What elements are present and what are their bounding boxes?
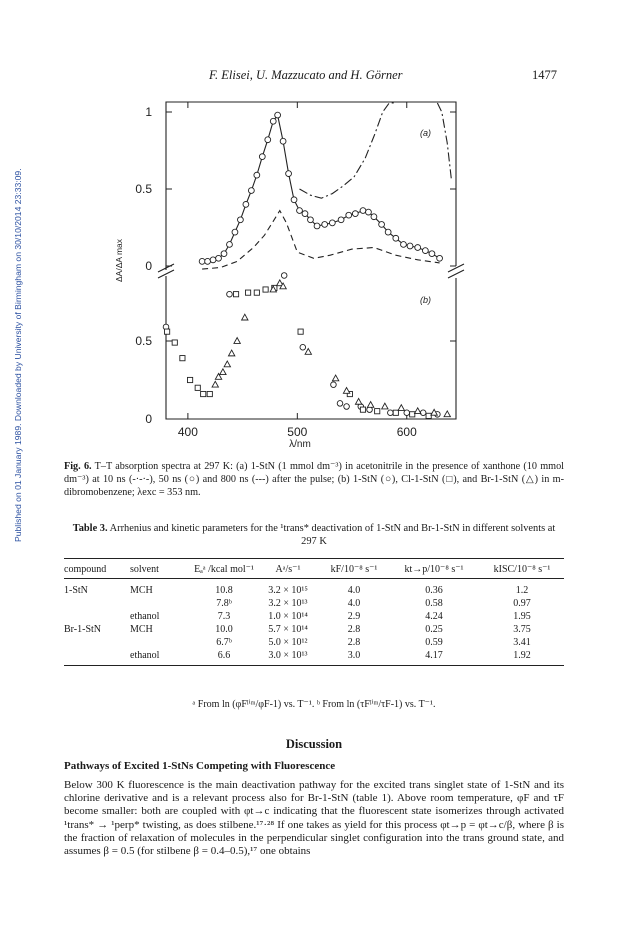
data-point-a: [291, 197, 297, 203]
table-cell: 2.8: [347, 637, 361, 648]
data-point-square: [172, 340, 177, 345]
data-point-a: [280, 138, 286, 144]
series-line-a-0: [202, 115, 440, 261]
table-header-cell: kF/10⁻⁸ s⁻¹: [320, 559, 388, 579]
table-cell: [130, 597, 192, 610]
data-point-a: [227, 242, 233, 248]
section-heading: Discussion: [285, 737, 343, 751]
table-footnote: ᵃ From ln (φFˡⁱᵐ/φF-1) vs. T⁻¹. ᵇ From ln (τFˡⁱᵐ/τF-1) vs. T⁻¹.: [192, 699, 436, 710]
data-point-a: [329, 220, 335, 226]
data-point-circle: [344, 404, 350, 410]
table-cell: 6.7ᵇ: [216, 637, 232, 648]
table-cell: 6.6: [192, 649, 256, 666]
data-point-square: [187, 377, 192, 382]
table-cell: 3.2 × 10¹⁵: [268, 585, 308, 596]
data-point-a: [265, 137, 271, 143]
table-row: [64, 610, 564, 623]
table-cell: 10.8: [215, 585, 233, 596]
data-point-square: [410, 412, 415, 417]
data-point-triangle: [228, 350, 234, 356]
x-axis-label: λ/nm: [289, 439, 311, 450]
table-cell: 1.95: [513, 611, 531, 622]
data-point-a: [346, 212, 352, 218]
data-point-a: [366, 209, 372, 215]
panel-b-label: (b): [420, 295, 431, 305]
data-point-a: [352, 211, 358, 217]
table-header-cell: kt→p/10⁻⁸ s⁻¹: [388, 559, 480, 579]
data-point-square: [164, 329, 169, 334]
table-cell: 5.0 × 10¹²: [268, 637, 308, 648]
y-tick-label-b: 0: [145, 412, 152, 426]
data-point-a: [429, 251, 435, 257]
data-point-circle: [300, 344, 306, 350]
x-tick-label: 400: [177, 425, 198, 439]
panel-a-label: (a): [420, 128, 431, 138]
data-point-a: [254, 172, 260, 178]
table-cell: ethanol: [130, 611, 160, 622]
data-point-square: [195, 385, 200, 390]
table-cell: 0.36: [425, 585, 443, 596]
table-title-text: Arrhenius and kinetic parameters for the ¹trans* deactivation of 1-StN and Br-1-StN in different solvents at 297 K: [107, 523, 556, 547]
table-cell: [64, 610, 130, 623]
table-header-row: [64, 559, 564, 579]
table-cell: [64, 597, 130, 610]
series-line-a-2: [300, 103, 395, 198]
table-cell: ethanol: [130, 649, 192, 666]
subsection-heading: Pathways of Excited 1-StNs Competing with Fluorescence: [64, 760, 336, 772]
data-point-a: [437, 255, 443, 261]
table-row: [64, 623, 564, 636]
table-cell: Br-1-StN: [64, 624, 102, 635]
data-point-triangle: [444, 411, 450, 417]
data-point-a: [308, 217, 314, 223]
table-cell: MCH: [130, 585, 153, 596]
table-cell: 3.75: [513, 624, 531, 635]
y-axis-label: ΔA/ΔA max: [114, 238, 124, 282]
figure-caption: [64, 460, 564, 499]
table-cell: 1.2: [515, 585, 529, 596]
data-point-a: [371, 214, 377, 220]
data-point-a: [393, 235, 399, 241]
data-point-square: [375, 409, 380, 414]
data-point-a: [314, 223, 320, 229]
table-cell: [64, 649, 130, 666]
data-point-a: [338, 217, 344, 223]
data-point-a: [210, 257, 216, 263]
data-point-a: [275, 112, 281, 118]
table-cell: 1.92: [480, 649, 564, 666]
data-point-a: [259, 154, 265, 160]
table-cell: 5.7 × 10¹⁴: [268, 624, 308, 635]
data-point-square: [201, 391, 206, 396]
table-cell: [64, 636, 130, 649]
data-point-square: [263, 287, 268, 292]
arrhenius-table: [64, 558, 564, 666]
data-point-circle: [388, 410, 394, 416]
table-label: Table 3.: [72, 523, 108, 534]
table-cell: 7.8ᵇ: [216, 598, 232, 609]
data-point-a: [360, 208, 366, 214]
table-cell: MCH: [130, 624, 153, 635]
table-cell: 0.25: [425, 624, 443, 635]
data-point-triangle: [234, 338, 240, 344]
data-point-triangle: [332, 375, 338, 381]
download-watermark: Published on 01 January 1989. Downloaded by University of Birmingham on 30/10/2014 23:33:09.: [13, 168, 23, 542]
data-point-a: [221, 251, 227, 257]
caption-text: T–T absorption spectra at 297 K: (a) 1-StN (1 mmol dm⁻³) in acetonitrile in the presence of xanthone (10 mmol dm⁻³) at 10 ns (-·-·-), 50 ns (○) and 800 ns (---) after the pulse; (b) 1-StN (○), Cl-1-StN (□), and Br-1-StN (△) in m-dibromobenzene; λexc = 353 nm.: [64, 461, 564, 498]
table-header-cell: compound: [64, 559, 130, 579]
table-cell: 2.9: [347, 611, 361, 622]
data-point-a: [232, 229, 238, 235]
table-cell: 0.58: [425, 598, 443, 609]
data-point-circle: [281, 273, 287, 279]
table-row: [64, 579, 564, 598]
table-cell: 3.2 × 10¹³: [268, 598, 308, 609]
data-point-triangle: [414, 408, 420, 414]
data-point-a: [401, 242, 407, 248]
data-point-a: [238, 217, 244, 223]
data-point-circle: [420, 410, 426, 416]
data-point-circle: [227, 291, 233, 297]
table-cell: 1.0 × 10¹⁴: [268, 611, 308, 622]
data-point-a: [422, 248, 428, 254]
data-point-square: [245, 290, 250, 295]
table-cell: 0.59: [425, 637, 443, 648]
data-point-square: [233, 292, 238, 297]
table-cell: 3.41: [513, 637, 531, 648]
table-cell: 4.17: [388, 649, 480, 666]
table-header-cell: solvent: [130, 559, 192, 579]
table-cell: 2.8: [347, 624, 361, 635]
data-point-a: [385, 229, 391, 235]
table-title: [64, 522, 564, 548]
table-cell: [130, 636, 192, 649]
table-cell: 0.97: [513, 598, 531, 609]
data-point-a: [205, 258, 211, 264]
table-cell: 3.0 × 10¹³: [256, 649, 320, 666]
table-cell: 4.0: [347, 585, 361, 596]
data-point-square: [360, 407, 365, 412]
data-point-a: [270, 118, 276, 124]
x-tick-label: 500: [287, 425, 308, 439]
y-tick-label-a: 1: [145, 105, 152, 119]
data-point-a: [302, 211, 308, 217]
body-paragraph: Below 300 K fluorescence is the main deactivation pathway for the excited trans singlet state of 1-StN and its chlorine derivative and is a relevant process also for Br-1-StN (table 1). Above room temperature, φF and τF become smaller: both are coupled with φt→c indicating that the fluorescent state isomerizes through activated ¹trans* → ¹perp* twisting, as does stilbene.¹⁷·²⁸ If one takes as yield for this process φt→p = φt→c/β, where β is the fraction of relaxation of molecules in the perpendicular singlet configuration into the trans ground state, and assumes β = 0.5 (for stilbene β = 0.4–0.5),¹⁷ one obtains: [64, 779, 564, 858]
data-point-square: [180, 356, 185, 361]
data-point-triangle: [343, 388, 349, 394]
data-point-triangle: [224, 361, 230, 367]
table-cell: 3.0: [320, 649, 388, 666]
table-row: [64, 636, 564, 649]
data-point-triangle: [367, 402, 373, 408]
data-point-circle: [337, 401, 343, 407]
data-point-triangle: [355, 398, 361, 404]
data-point-square: [207, 391, 212, 396]
data-point-square: [426, 413, 431, 418]
y-tick-label-a: 0: [145, 259, 152, 273]
data-point-a: [415, 245, 421, 251]
data-point-a: [286, 171, 292, 177]
data-point-a: [379, 222, 385, 228]
table-cell: 4.24: [425, 611, 443, 622]
figure-6: [0, 0, 624, 460]
table-header-cell: kISC/10⁻⁸ s⁻¹: [480, 559, 564, 579]
table-row: [64, 597, 564, 610]
y-tick-label-b: 0.5: [135, 334, 152, 348]
table-header-cell: Eₐᵃ /kcal mol⁻¹: [192, 559, 256, 579]
data-point-triangle: [305, 349, 311, 355]
table-cell: 7.3: [217, 611, 231, 622]
data-point-a: [216, 255, 222, 261]
table-header-cell: Aᵃ/s⁻¹: [256, 559, 320, 579]
data-point-a: [243, 202, 249, 208]
data-point-a: [322, 222, 328, 228]
page-number: 1477: [532, 68, 557, 82]
table-row: [64, 649, 564, 666]
panel-b-frame: [166, 276, 456, 419]
data-point-square: [393, 410, 398, 415]
data-point-a: [297, 208, 303, 214]
data-point-a: [248, 188, 254, 194]
header-authors: F. Elisei, U. Mazzucato and H. Görner: [209, 68, 403, 82]
data-point-triangle: [220, 369, 226, 375]
table-cell: 10.0: [215, 624, 233, 635]
data-point-a: [199, 258, 205, 264]
y-tick-label-a: 0.5: [135, 182, 152, 196]
series-line-a-3: [437, 103, 451, 181]
data-point-square: [298, 329, 303, 334]
table-cell: 4.0: [347, 598, 361, 609]
x-tick-label: 600: [396, 425, 417, 439]
data-point-triangle: [242, 314, 248, 320]
data-point-circle: [331, 382, 337, 388]
data-point-triangle: [212, 381, 218, 387]
caption-label: Fig. 6.: [64, 461, 92, 472]
data-point-square: [254, 290, 259, 295]
data-point-triangle: [398, 405, 404, 411]
data-point-triangle: [382, 403, 388, 409]
table-cell: 1-StN: [64, 585, 88, 596]
data-point-a: [407, 243, 413, 249]
